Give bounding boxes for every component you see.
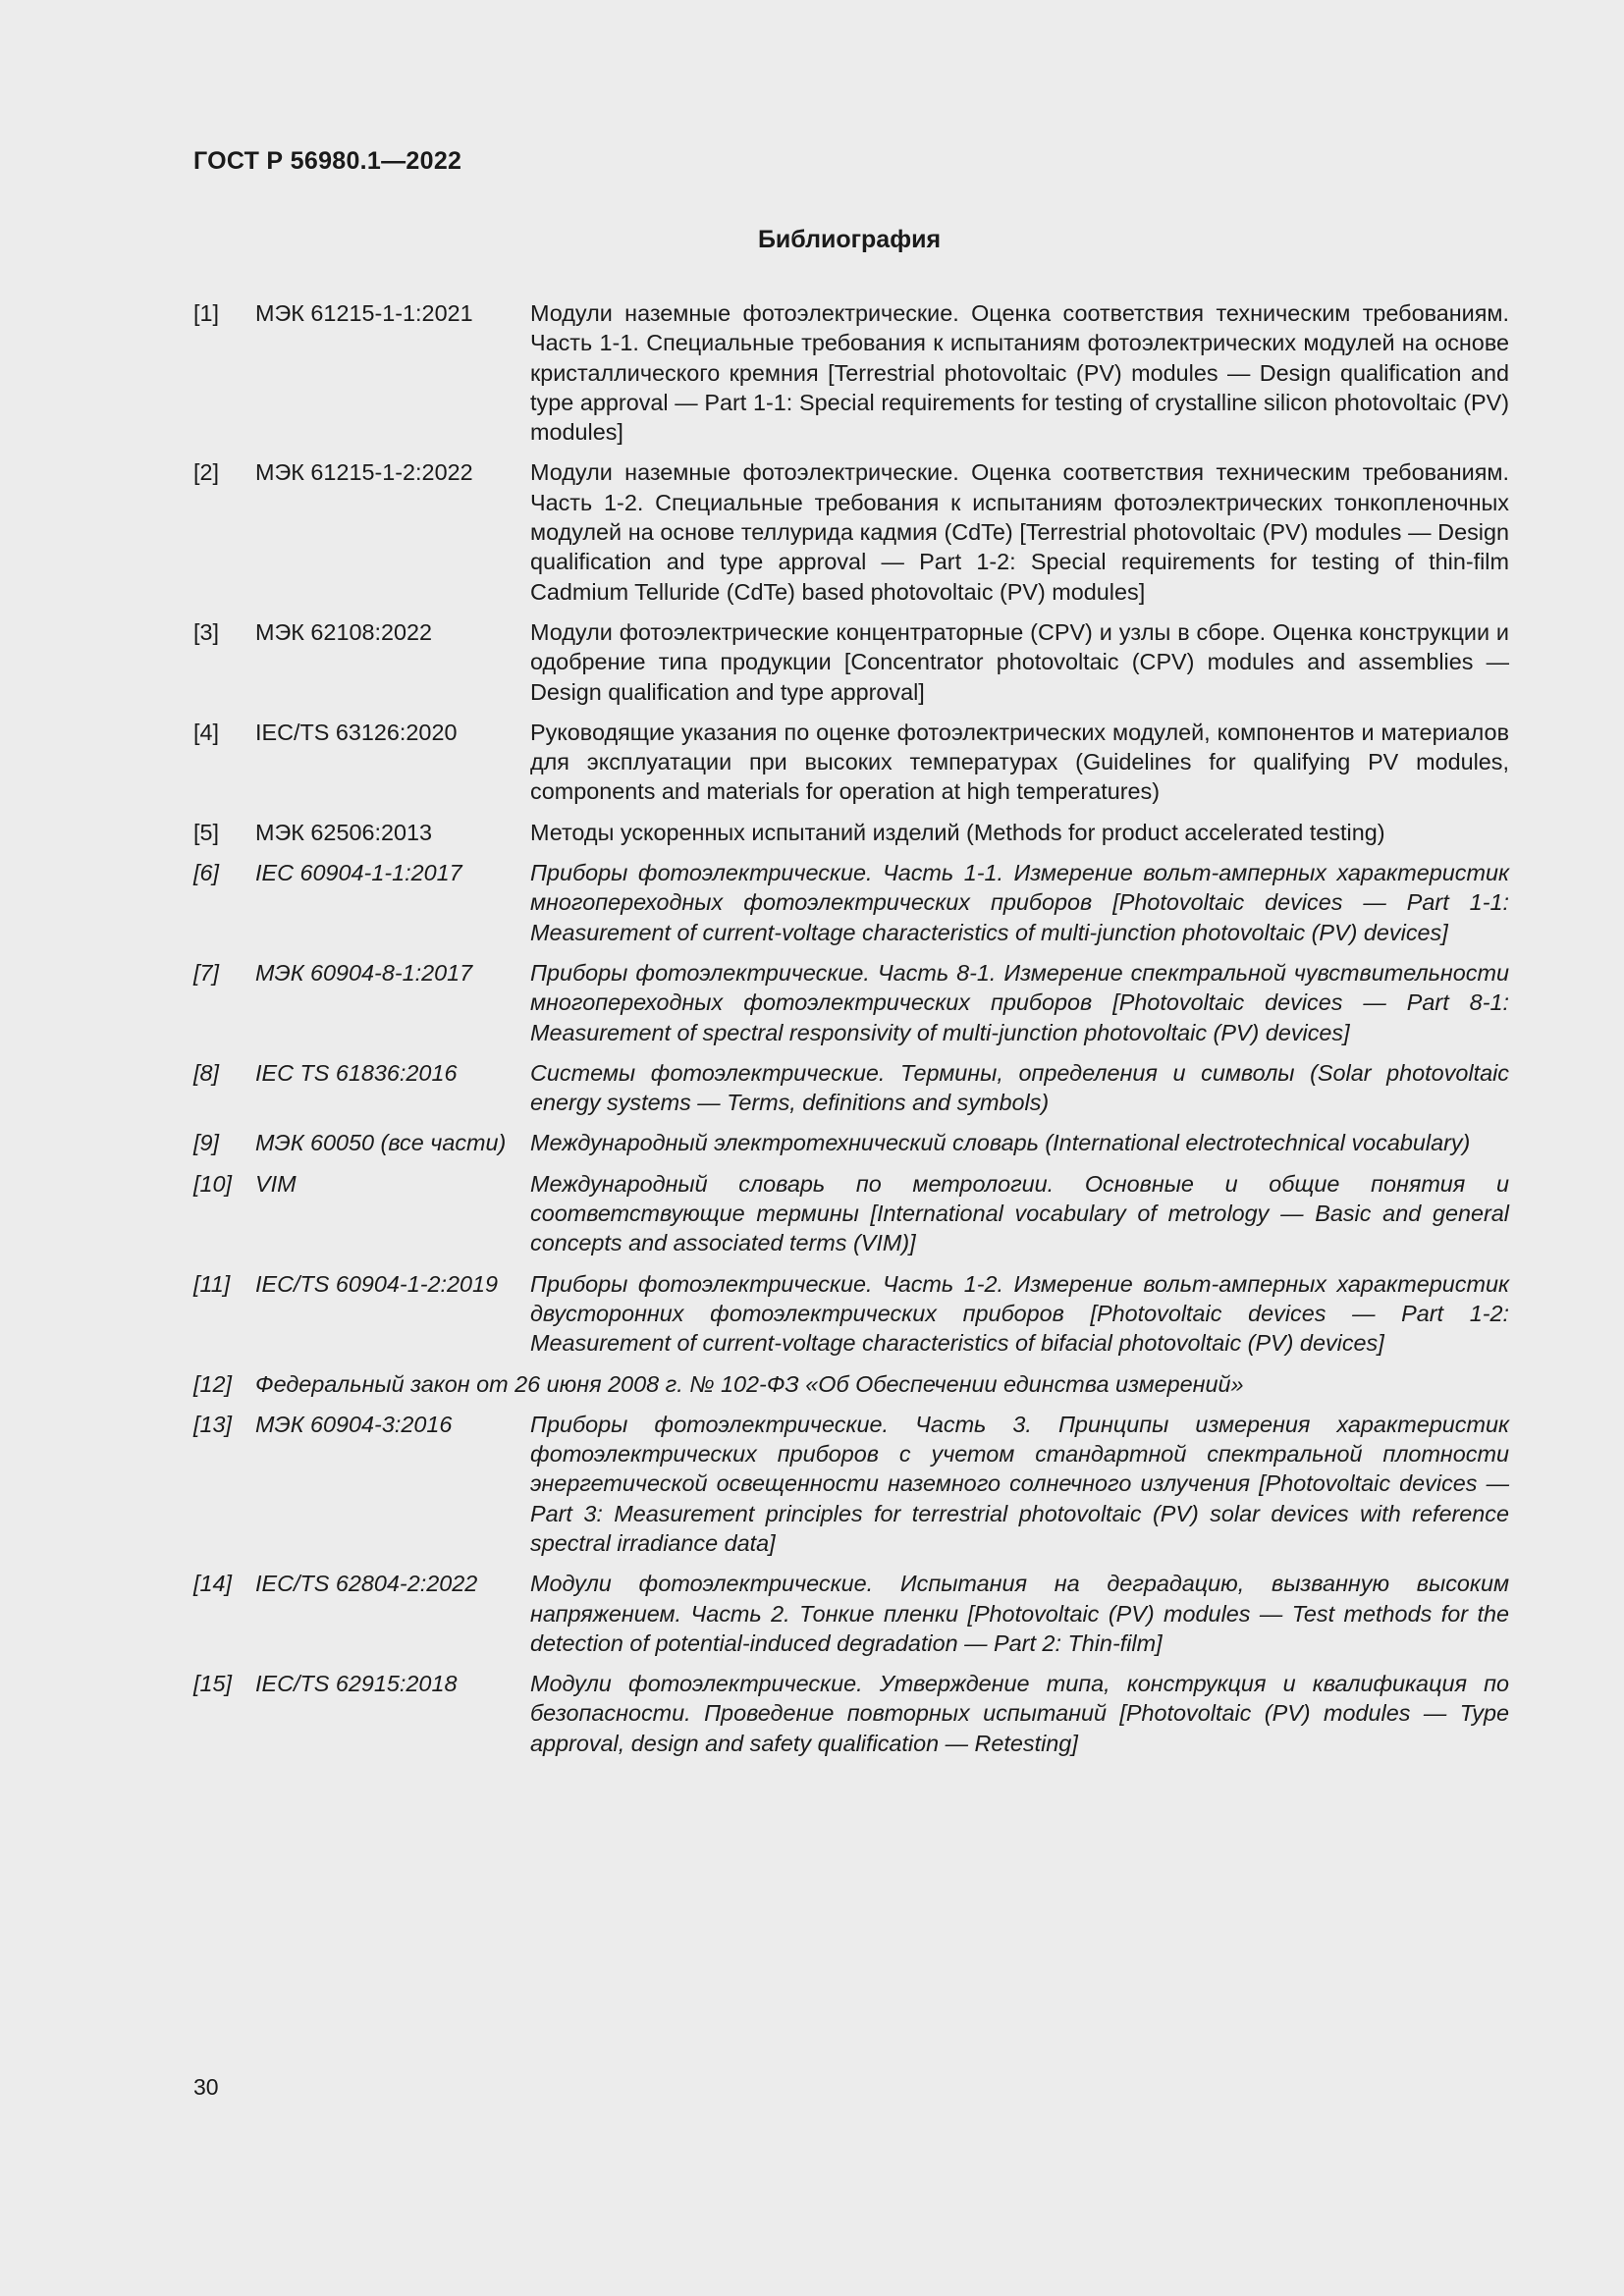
entry-number: [4]: [193, 719, 220, 745]
entry-title: Модули фотоэлектрические. Утверждение типа, конструкция и квалификация по безопасности. Проведение повторных испытаний [Photovoltaic (PV) modules — Type approval, design and safety qualification — Retesting]: [530, 1671, 1509, 1756]
bibliography-entry: [193, 958, 1509, 1047]
entry-title: Модули фотоэлектрические. Испытания на деградацию, вызванную высоким напряжением. Часть 2. Тонкие пленки [Photovoltaic (PV) modules — Test methods for the detection of potential-induced degradation — Part 2: Thin-film]: [530, 1571, 1509, 1656]
entry-code: МЭК 60904-3:2016: [255, 1411, 453, 1437]
entry-title: Международный словарь по метрологии. Основные и общие понятия и соответствующие термины [International vocabulary of metrology — Basic and general concepts and associated terms (VIM)]: [530, 1170, 1509, 1256]
entry-number: [12]: [193, 1370, 233, 1397]
entry-number: [1]: [193, 300, 220, 326]
entry-number: [9]: [193, 1130, 220, 1156]
entry-title: Модули фотоэлектрические концентраторные (CPV) и узлы в сборе. Оценка конструкции и одобрение типа продукции [Concentrator photovoltaic (CPV) modules and assemblies — Design qualification and type approval]: [530, 618, 1509, 705]
entry-title: Приборы фотоэлектрические. Часть 8-1. Измерение спектральной чувствительности многопереходных фотоэлектрических приборов [Photovoltaic devices — Part 8-1: Measurement of spectral responsivity of multi-junction photovoltaic (PV) devices]: [530, 959, 1509, 1045]
entry-number: [11]: [193, 1270, 231, 1297]
bibliography-entry: [193, 1369, 1509, 1399]
bibliography-entry: [193, 1169, 1509, 1258]
entry-title: Методы ускоренных испытаний изделий (Methods for product accelerated testing): [530, 819, 1385, 845]
entry-number: [2]: [193, 459, 220, 486]
bibliography-entry: [193, 1269, 1509, 1359]
entry-title: Приборы фотоэлектрические. Часть 1-1. Измерение вольт-амперных характеристик многопереходных фотоэлектрических приборов [Photovoltaic devices — Part 1-1: Measurement of current-voltage characteristics of multi-junction photovoltaic (PV) devices]: [530, 860, 1509, 945]
section-title: Библиография: [757, 226, 942, 253]
bibliography-entry: [193, 1058, 1509, 1118]
entry-code: VIM: [255, 1170, 297, 1197]
entry-title: Модули наземные фотоэлектрические. Оценка соответствия техническим требованиям. Часть 1-1. Специальные требования к испытаниям фотоэлектрических модулей на основе кристаллического кремния [Terrestrial photovoltaic (PV) modules — Design qualification and type approval — Part 1-1: Special requirements for testing of crystalline silicon photovoltaic (PV) modules]: [530, 300, 1509, 446]
entry-title: Приборы фотоэлектрические. Часть 1-2. Измерение вольт-амперных характеристик двусторонних фотоэлектрических приборов [Photovoltaic devices — Part 1-2: Measurement of current-voltage characteristics of bifacial photovoltaic (PV) devices]: [530, 1270, 1509, 1357]
entry-title: Международный электротехнический словарь (International electrotechnical vocabulary): [530, 1130, 1471, 1156]
bibliography-entry: [193, 617, 1509, 707]
entry-title: Модули наземные фотоэлектрические. Оценка соответствия техническим требованиям. Часть 1-2. Специальные требования к испытаниям фотоэлектрических тонкопленочных модулей на основе теллурида кадмия (CdTe) [Terrestrial photovoltaic (PV) modules — Design qualification and type approval — Part 1-2: Special requirements for testing of thin-film Cadmium Telluride (CdTe) based photovoltaic (PV) modules]: [530, 459, 1509, 605]
bibliography-entry: [193, 718, 1509, 807]
entry-title: Приборы фотоэлектрические. Часть 3. Принципы измерения характеристик фотоэлектрических приборов с учетом стандартной спектральной плотности энергетической освещенности наземного солнечного излучения [Photovoltaic devices — Part 3: Measurement principles for terrestrial photovoltaic (PV) solar devices with reference spectral irradiance data]: [530, 1411, 1509, 1556]
entry-code: МЭК 62506:2013: [255, 819, 432, 845]
entry-full-text: Федеральный закон от 26 июня 2008 г. № 102-ФЗ «Об Обеспечении единства измерений»: [255, 1370, 1244, 1397]
bibliography-entry: [193, 1128, 1509, 1157]
entry-number: [5]: [193, 819, 220, 845]
entry-number: [15]: [193, 1671, 233, 1697]
entry-code: МЭК 60904-8-1:2017: [255, 959, 473, 986]
entry-code: IEC 60904-1-1:2017: [255, 860, 462, 886]
bibliography-entry: [193, 858, 1509, 947]
entry-number: [7]: [193, 959, 220, 986]
entry-number: [14]: [193, 1571, 233, 1597]
entry-number: [6]: [193, 860, 220, 886]
entry-code: IEC/TS 63126:2020: [255, 719, 458, 745]
entry-code: МЭК 61215-1-1:2021: [255, 300, 473, 326]
entry-code: IEC/TS 62915:2018: [255, 1671, 458, 1697]
entry-code: МЭК 61215-1-2:2022: [255, 459, 473, 486]
entry-code: МЭК 62108:2022: [255, 618, 432, 645]
entry-title: Руководящие указания по оценке фотоэлектрических модулей, компонентов и материалов для эксплуатации при высоких температурах (Guidelines for qualifying PV modules, components and materials for operation at high temperatures): [530, 719, 1509, 805]
bibliography-entry: [193, 1410, 1509, 1558]
entry-number: [13]: [193, 1411, 233, 1437]
entry-number: [10]: [193, 1170, 233, 1197]
bibliography-entry: [193, 298, 1509, 447]
entry-title: Системы фотоэлектрические. Термины, определения и символы (Solar photovoltaic energy systems — Terms, definitions and symbols): [530, 1059, 1509, 1116]
bibliography-entry: [193, 1569, 1509, 1658]
bibliography-entry: [193, 818, 1509, 847]
bibliography-entry: [193, 457, 1509, 606]
bibliography-entry: [193, 1669, 1509, 1758]
bibliography-list: [193, 298, 1509, 1769]
entry-code: МЭК 60050 (все части): [255, 1130, 507, 1156]
entry-number: [8]: [193, 1059, 220, 1086]
entry-number: [3]: [193, 618, 220, 645]
document-header: ГОСТ Р 56980.1—2022: [193, 147, 462, 175]
entry-code: IEC/TS 60904-1-2:2019: [255, 1270, 499, 1297]
entry-code: IEC TS 61836:2016: [255, 1059, 458, 1086]
entry-code: IEC/TS 62804-2:2022: [255, 1571, 478, 1597]
page-number: 30: [193, 2074, 219, 2100]
